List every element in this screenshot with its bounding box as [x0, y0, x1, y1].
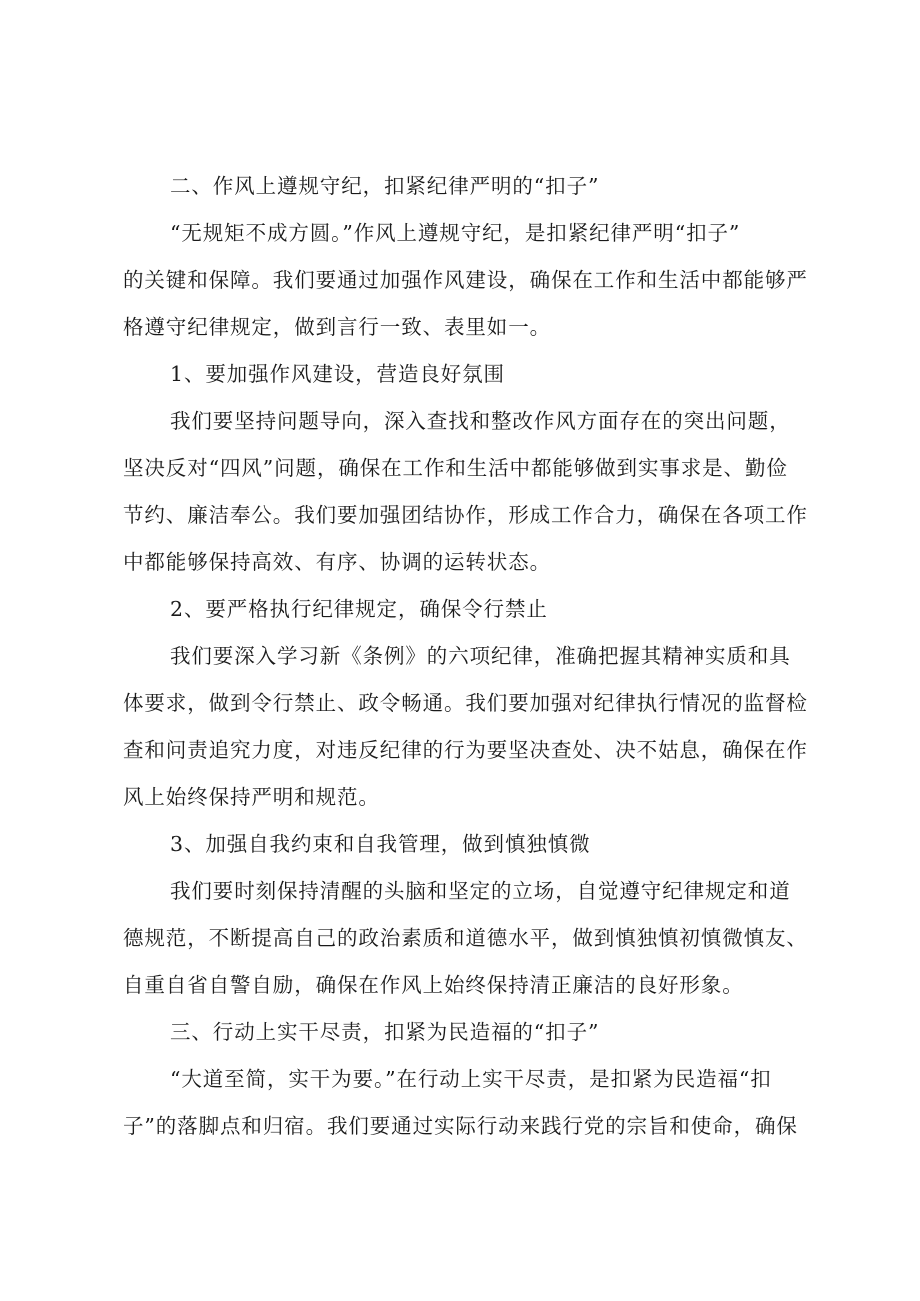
- paragraph-line: 风上始终保持严明和规范。: [123, 785, 380, 809]
- paragraph-line: “大道至简，实干为要。”在行动上实干尽责，是扣紧为民造福“扣: [170, 1067, 772, 1091]
- paragraph-line: 我们要深入学习新《条例》的六项纪律，准确把握其精神实质和具: [170, 644, 791, 668]
- paragraph-line: 我们要时刻保持清醒的头脑和坚定的立场，自觉遵守纪律规定和道: [170, 879, 791, 903]
- paragraph-line: 坚决反对“四风”问题，确保在工作和生活中都能够做到实事求是、勤俭: [123, 456, 788, 480]
- paragraph-line: 查和问责追究力度，对违反纪律的行为要坚决查处、决不姑息，确保在作: [123, 738, 808, 762]
- paragraph-line: 德规范，不断提高自己的政治素质和道德水平，做到慎独慎初慎微慎友、: [123, 926, 808, 950]
- paragraph-line: “无规矩不成方圆。”作风上遵规守纪，是扣紧纪律严明“扣子”: [170, 221, 741, 245]
- paragraph-line: 自重自省自警自励，确保在作风上始终保持清正廉洁的良好形象。: [123, 973, 744, 997]
- paragraph-line: 格遵守纪律规定，做到言行一致、表里如一。: [123, 315, 551, 339]
- section-heading-2: 二、作风上遵规守纪，扣紧纪律严明的“扣子”: [170, 174, 600, 198]
- subheading-3: 3、加强自我约束和自我管理，做到慎独慎微: [170, 832, 591, 856]
- subheading-2: 2、要严格执行纪律规定，确保令行禁止: [170, 597, 548, 621]
- paragraph-line: 体要求，做到令行禁止、政令畅通。我们要加强对纪律执行情况的监督检: [123, 691, 808, 715]
- paragraph-line: 节约、廉洁奉公。我们要加强团结协作，形成工作合力，确保在各项工作: [123, 503, 808, 527]
- section-heading-3: 三、行动上实干尽责，扣紧为民造福的“扣子”: [170, 1020, 600, 1044]
- paragraph-line: 中都能够保持高效、有序、协调的运转状态。: [123, 550, 551, 574]
- paragraph-line: 子”的落脚点和归宿。我们要通过实际行动来践行党的宗旨和使命，确保: [123, 1114, 798, 1138]
- paragraph-line: 的关键和保障。我们要通过加强作风建设，确保在工作和生活中都能够严: [123, 268, 808, 292]
- paragraph-line: 我们要坚持问题导向，深入查找和整改作风方面存在的突出问题，: [170, 409, 791, 433]
- subheading-1: 1、要加强作风建设，营造良好氛围: [170, 362, 505, 386]
